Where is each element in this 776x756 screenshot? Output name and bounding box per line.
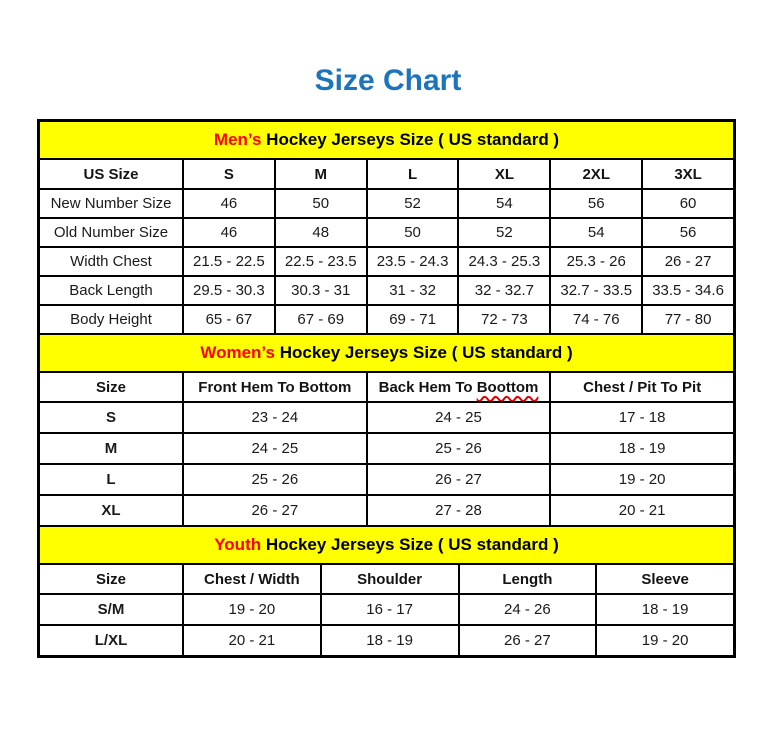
row-label: Old Number Size bbox=[39, 218, 183, 247]
cell-value: 20 - 21 bbox=[183, 625, 321, 656]
cell-value: 32.7 - 33.5 bbox=[550, 276, 642, 305]
section-banner-text: Hockey Jerseys Size ( US standard ) bbox=[274, 343, 573, 362]
column-header: 3XL bbox=[642, 159, 734, 189]
column-header: Chest / Pit To Pit bbox=[550, 372, 734, 402]
cell-value: 26 - 27 bbox=[642, 247, 734, 276]
section-banner-womens bbox=[39, 334, 734, 372]
cell-value: 22.5 - 23.5 bbox=[275, 247, 367, 276]
table-row bbox=[39, 495, 734, 526]
column-header: XL bbox=[458, 159, 550, 189]
cell-value: 25.3 - 26 bbox=[550, 247, 642, 276]
section-banner-highlight: Youth bbox=[214, 535, 262, 554]
cell-value: 33.5 - 34.6 bbox=[642, 276, 734, 305]
column-header: Shoulder bbox=[321, 564, 459, 594]
cell-value: 48 bbox=[275, 218, 367, 247]
cell-value: 26 - 27 bbox=[367, 464, 551, 495]
cell-value: 31 - 32 bbox=[367, 276, 459, 305]
column-header: Chest / Width bbox=[183, 564, 321, 594]
section-banner-highlight: Men’s bbox=[213, 130, 262, 149]
section-banner-mens bbox=[39, 121, 734, 159]
column-header: Back Hem To Boottom bbox=[367, 372, 551, 402]
cell-value: 54 bbox=[458, 189, 550, 218]
cell-value: 19 - 20 bbox=[183, 594, 321, 625]
column-header: Length bbox=[459, 564, 597, 594]
cell-value: 60 bbox=[642, 189, 734, 218]
table-row bbox=[39, 276, 734, 305]
table-row bbox=[39, 402, 734, 433]
cell-value: 24 - 25 bbox=[183, 433, 367, 464]
cell-value: 50 bbox=[275, 189, 367, 218]
cell-value: 25 - 26 bbox=[367, 433, 551, 464]
row-label: S bbox=[39, 402, 183, 433]
column-header-row bbox=[39, 564, 734, 594]
section-banner-highlight: Women’s bbox=[200, 343, 275, 362]
cell-value: 65 - 67 bbox=[183, 305, 275, 334]
cell-value: 52 bbox=[367, 189, 459, 218]
cell-value: 20 - 21 bbox=[550, 495, 734, 526]
cell-value: 77 - 80 bbox=[642, 305, 734, 334]
column-header: Front Hem To Bottom bbox=[183, 372, 367, 402]
cell-value: 69 - 71 bbox=[367, 305, 459, 334]
table-row bbox=[39, 594, 734, 625]
cell-value: 32 - 32.7 bbox=[458, 276, 550, 305]
table-row bbox=[39, 625, 734, 656]
table-row bbox=[39, 247, 734, 276]
cell-value: 23 - 24 bbox=[183, 402, 367, 433]
section-banner-row bbox=[39, 334, 734, 372]
cell-value: 67 - 69 bbox=[275, 305, 367, 334]
cell-value: 18 - 19 bbox=[321, 625, 459, 656]
misspelled-word: Boottom bbox=[476, 378, 539, 396]
column-header-row bbox=[39, 372, 734, 402]
size-table-youth bbox=[38, 525, 735, 657]
cell-value: 21.5 - 22.5 bbox=[183, 247, 275, 276]
row-label: XL bbox=[39, 495, 183, 526]
cell-value: 46 bbox=[183, 189, 275, 218]
column-header: Sleeve bbox=[596, 564, 734, 594]
table-row bbox=[39, 218, 734, 247]
cell-value: 30.3 - 31 bbox=[275, 276, 367, 305]
cell-value: 29.5 - 30.3 bbox=[183, 276, 275, 305]
section-banner-text: Hockey Jerseys Size ( US standard ) bbox=[261, 535, 559, 554]
cell-value: 74 - 76 bbox=[550, 305, 642, 334]
column-header: L bbox=[367, 159, 459, 189]
section-banner-youth bbox=[39, 526, 734, 564]
cell-value: 27 - 28 bbox=[367, 495, 551, 526]
size-table-mens bbox=[38, 120, 735, 335]
cell-value: 26 - 27 bbox=[183, 495, 367, 526]
column-header: Size bbox=[39, 564, 183, 594]
cell-value: 19 - 20 bbox=[550, 464, 734, 495]
cell-value: 72 - 73 bbox=[458, 305, 550, 334]
page-title: Size Chart bbox=[314, 64, 462, 97]
cell-value: 17 - 18 bbox=[550, 402, 734, 433]
row-label: L/XL bbox=[39, 625, 183, 656]
column-header: 2XL bbox=[550, 159, 642, 189]
cell-value: 24 - 25 bbox=[367, 402, 551, 433]
cell-value: 18 - 19 bbox=[550, 433, 734, 464]
table-row bbox=[39, 305, 734, 334]
row-label: Body Height bbox=[39, 305, 183, 334]
cell-value: 26 - 27 bbox=[459, 625, 597, 656]
column-header: M bbox=[275, 159, 367, 189]
row-label: Back Length bbox=[39, 276, 183, 305]
cell-value: 18 - 19 bbox=[596, 594, 734, 625]
table-row bbox=[39, 433, 734, 464]
cell-value: 24.3 - 25.3 bbox=[458, 247, 550, 276]
size-table-womens bbox=[38, 333, 735, 527]
column-header-row bbox=[39, 159, 734, 189]
table-row bbox=[39, 464, 734, 495]
cell-value: 50 bbox=[367, 218, 459, 247]
cell-value: 19 - 20 bbox=[596, 625, 734, 656]
row-label: S/M bbox=[39, 594, 183, 625]
cell-value: 23.5 - 24.3 bbox=[367, 247, 459, 276]
column-header: S bbox=[183, 159, 275, 189]
column-header: Size bbox=[39, 372, 183, 402]
row-label: New Number Size bbox=[39, 189, 183, 218]
cell-value: 46 bbox=[183, 218, 275, 247]
column-header: US Size bbox=[39, 159, 183, 189]
section-banner-row bbox=[39, 121, 734, 159]
cell-value: 24 - 26 bbox=[459, 594, 597, 625]
cell-value: 52 bbox=[458, 218, 550, 247]
row-label: M bbox=[39, 433, 183, 464]
cell-value: 16 - 17 bbox=[321, 594, 459, 625]
cell-value: 54 bbox=[550, 218, 642, 247]
cell-value: 56 bbox=[642, 218, 734, 247]
size-tables bbox=[37, 119, 736, 658]
table-row bbox=[39, 189, 734, 218]
cell-value: 56 bbox=[550, 189, 642, 218]
row-label: Width Chest bbox=[39, 247, 183, 276]
cell-value: 25 - 26 bbox=[183, 464, 367, 495]
row-label: L bbox=[39, 464, 183, 495]
section-banner-row bbox=[39, 526, 734, 564]
section-banner-text: Hockey Jerseys Size ( US standard ) bbox=[261, 130, 560, 149]
